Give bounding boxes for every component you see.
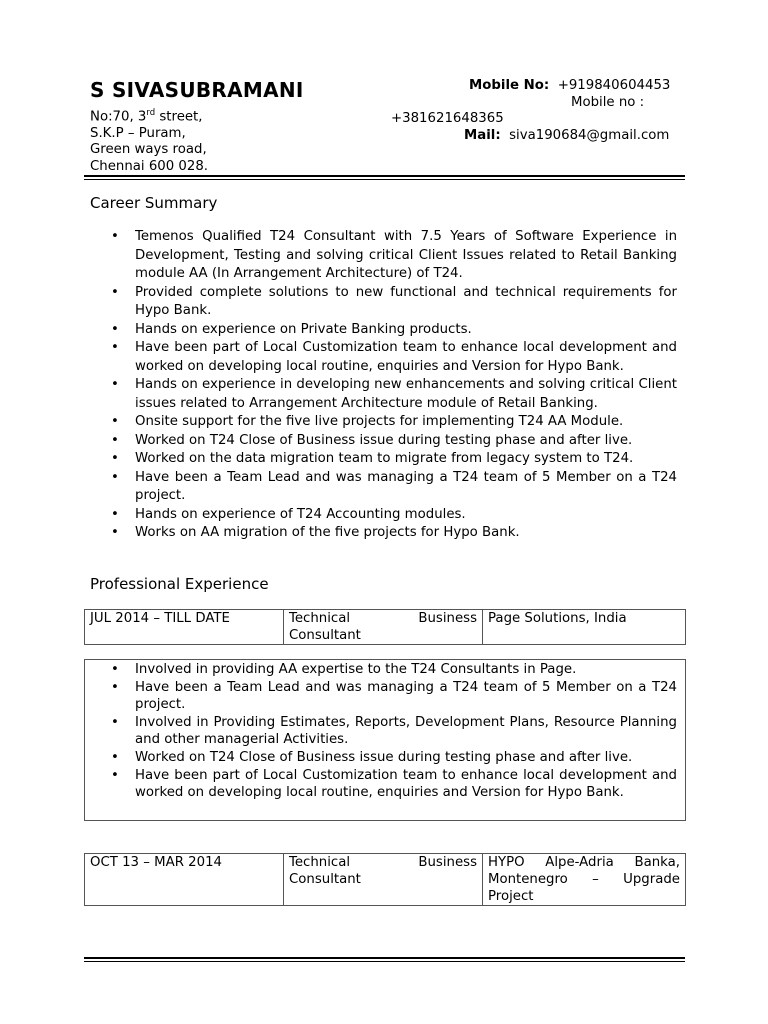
- job1-item: • Have been a Team Lead and was managing a T24 team of 5 Member on a T24 project.: [90, 679, 677, 714]
- address-line-1: No:70, 3rd street,: [90, 108, 203, 125]
- mobile-value: +919840604453: [557, 78, 671, 93]
- career-summary-item: • Hands on experience of T24 Accounting modules.: [90, 506, 677, 525]
- job1-item: • Have been part of Local Customization team to enhance local development and worked on developing local routine, enquiries and Version for Hypo Bank.: [90, 767, 677, 802]
- career-summary-item: • Onsite support for the five live projects for implementing T24 AA Module.: [90, 413, 677, 432]
- job1-header-table: [84, 609, 686, 645]
- header-divider-thin: [84, 179, 685, 180]
- candidate-name: S SIVASUBRAMANI: [90, 78, 304, 102]
- career-summary-item: • Temenos Qualified T24 Consultant with 7.5 Years of Software Experience in Development, Testing and solving critical Client Issues related to Retail Banking module AA (In Arrangement Architecture) of T24.: [90, 228, 677, 284]
- job1-role: Technical Business Consultant: [284, 610, 483, 645]
- address-line-2: S.K.P – Puram,: [90, 125, 186, 141]
- career-summary-item: • Hands on experience on Private Banking products.: [90, 321, 677, 340]
- footer-divider: [84, 957, 685, 959]
- career-summary-item: • Have been part of Local Customization team to enhance local development and worked on developing local routine, enquiries and Version for Hypo Bank.: [90, 339, 677, 376]
- job2-header-table: [84, 853, 686, 906]
- job1-item: • Involved in Providing Estimates, Reports, Development Plans, Resource Planning and other managerial Activities.: [90, 714, 677, 749]
- job2-company: HYPO Alpe-Adria Banka, Montenegro – Upgrade Project: [483, 854, 686, 906]
- address-line-4: Chennai 600 028.: [90, 158, 209, 174]
- mobile-label: Mobile No:: [469, 78, 550, 93]
- career-summary-item: • Worked on T24 Close of Business issue during testing phase and after live.: [90, 432, 677, 451]
- footer-divider-thin: [84, 961, 685, 962]
- header-divider: [84, 175, 685, 177]
- mail-line: [464, 126, 669, 145]
- job1-item: • Involved in providing AA expertise to the T24 Consultants in Page.: [90, 661, 677, 679]
- job1-period: JUL 2014 – TILL DATE: [85, 610, 284, 645]
- mail-label: Mail:: [464, 128, 501, 143]
- career-summary-heading: Career Summary: [90, 194, 218, 212]
- mobile2-label: Mobile no :: [571, 95, 645, 110]
- table-row: [85, 854, 686, 906]
- career-summary-item: • Hands on experience in developing new enhancements and solving critical Client issues related to Arrangement Architecture module of Retail Banking.: [90, 376, 677, 413]
- career-summary-list: [90, 228, 677, 543]
- job1-company: Page Solutions, India: [483, 610, 686, 645]
- table-row: [85, 610, 686, 645]
- address-line-3: Green ways road,: [90, 142, 207, 158]
- job1-responsibilities-box: [84, 659, 686, 821]
- job1-item: • Worked on T24 Close of Business issue during testing phase and after live.: [90, 749, 677, 767]
- career-summary-item: • Worked on the data migration team to migrate from legacy system to T24.: [90, 450, 677, 469]
- address-block: [90, 105, 208, 175]
- job2-period: OCT 13 – MAR 2014: [85, 854, 284, 906]
- career-summary-item: • Works on AA migration of the five projects for Hypo Bank.: [90, 524, 677, 543]
- professional-experience-heading: Professional Experience: [90, 575, 269, 593]
- mail-value: siva190684@gmail.com: [509, 128, 670, 143]
- career-summary-item: • Have been a Team Lead and was managing a T24 team of 5 Member on a T24 project.: [90, 469, 677, 506]
- mobile2-value: +381621648365: [391, 111, 504, 126]
- job2-role: Technical Business Consultant: [284, 854, 483, 906]
- career-summary-item: • Provided complete solutions to new functional and technical requirements for Hypo Bank.: [90, 284, 677, 321]
